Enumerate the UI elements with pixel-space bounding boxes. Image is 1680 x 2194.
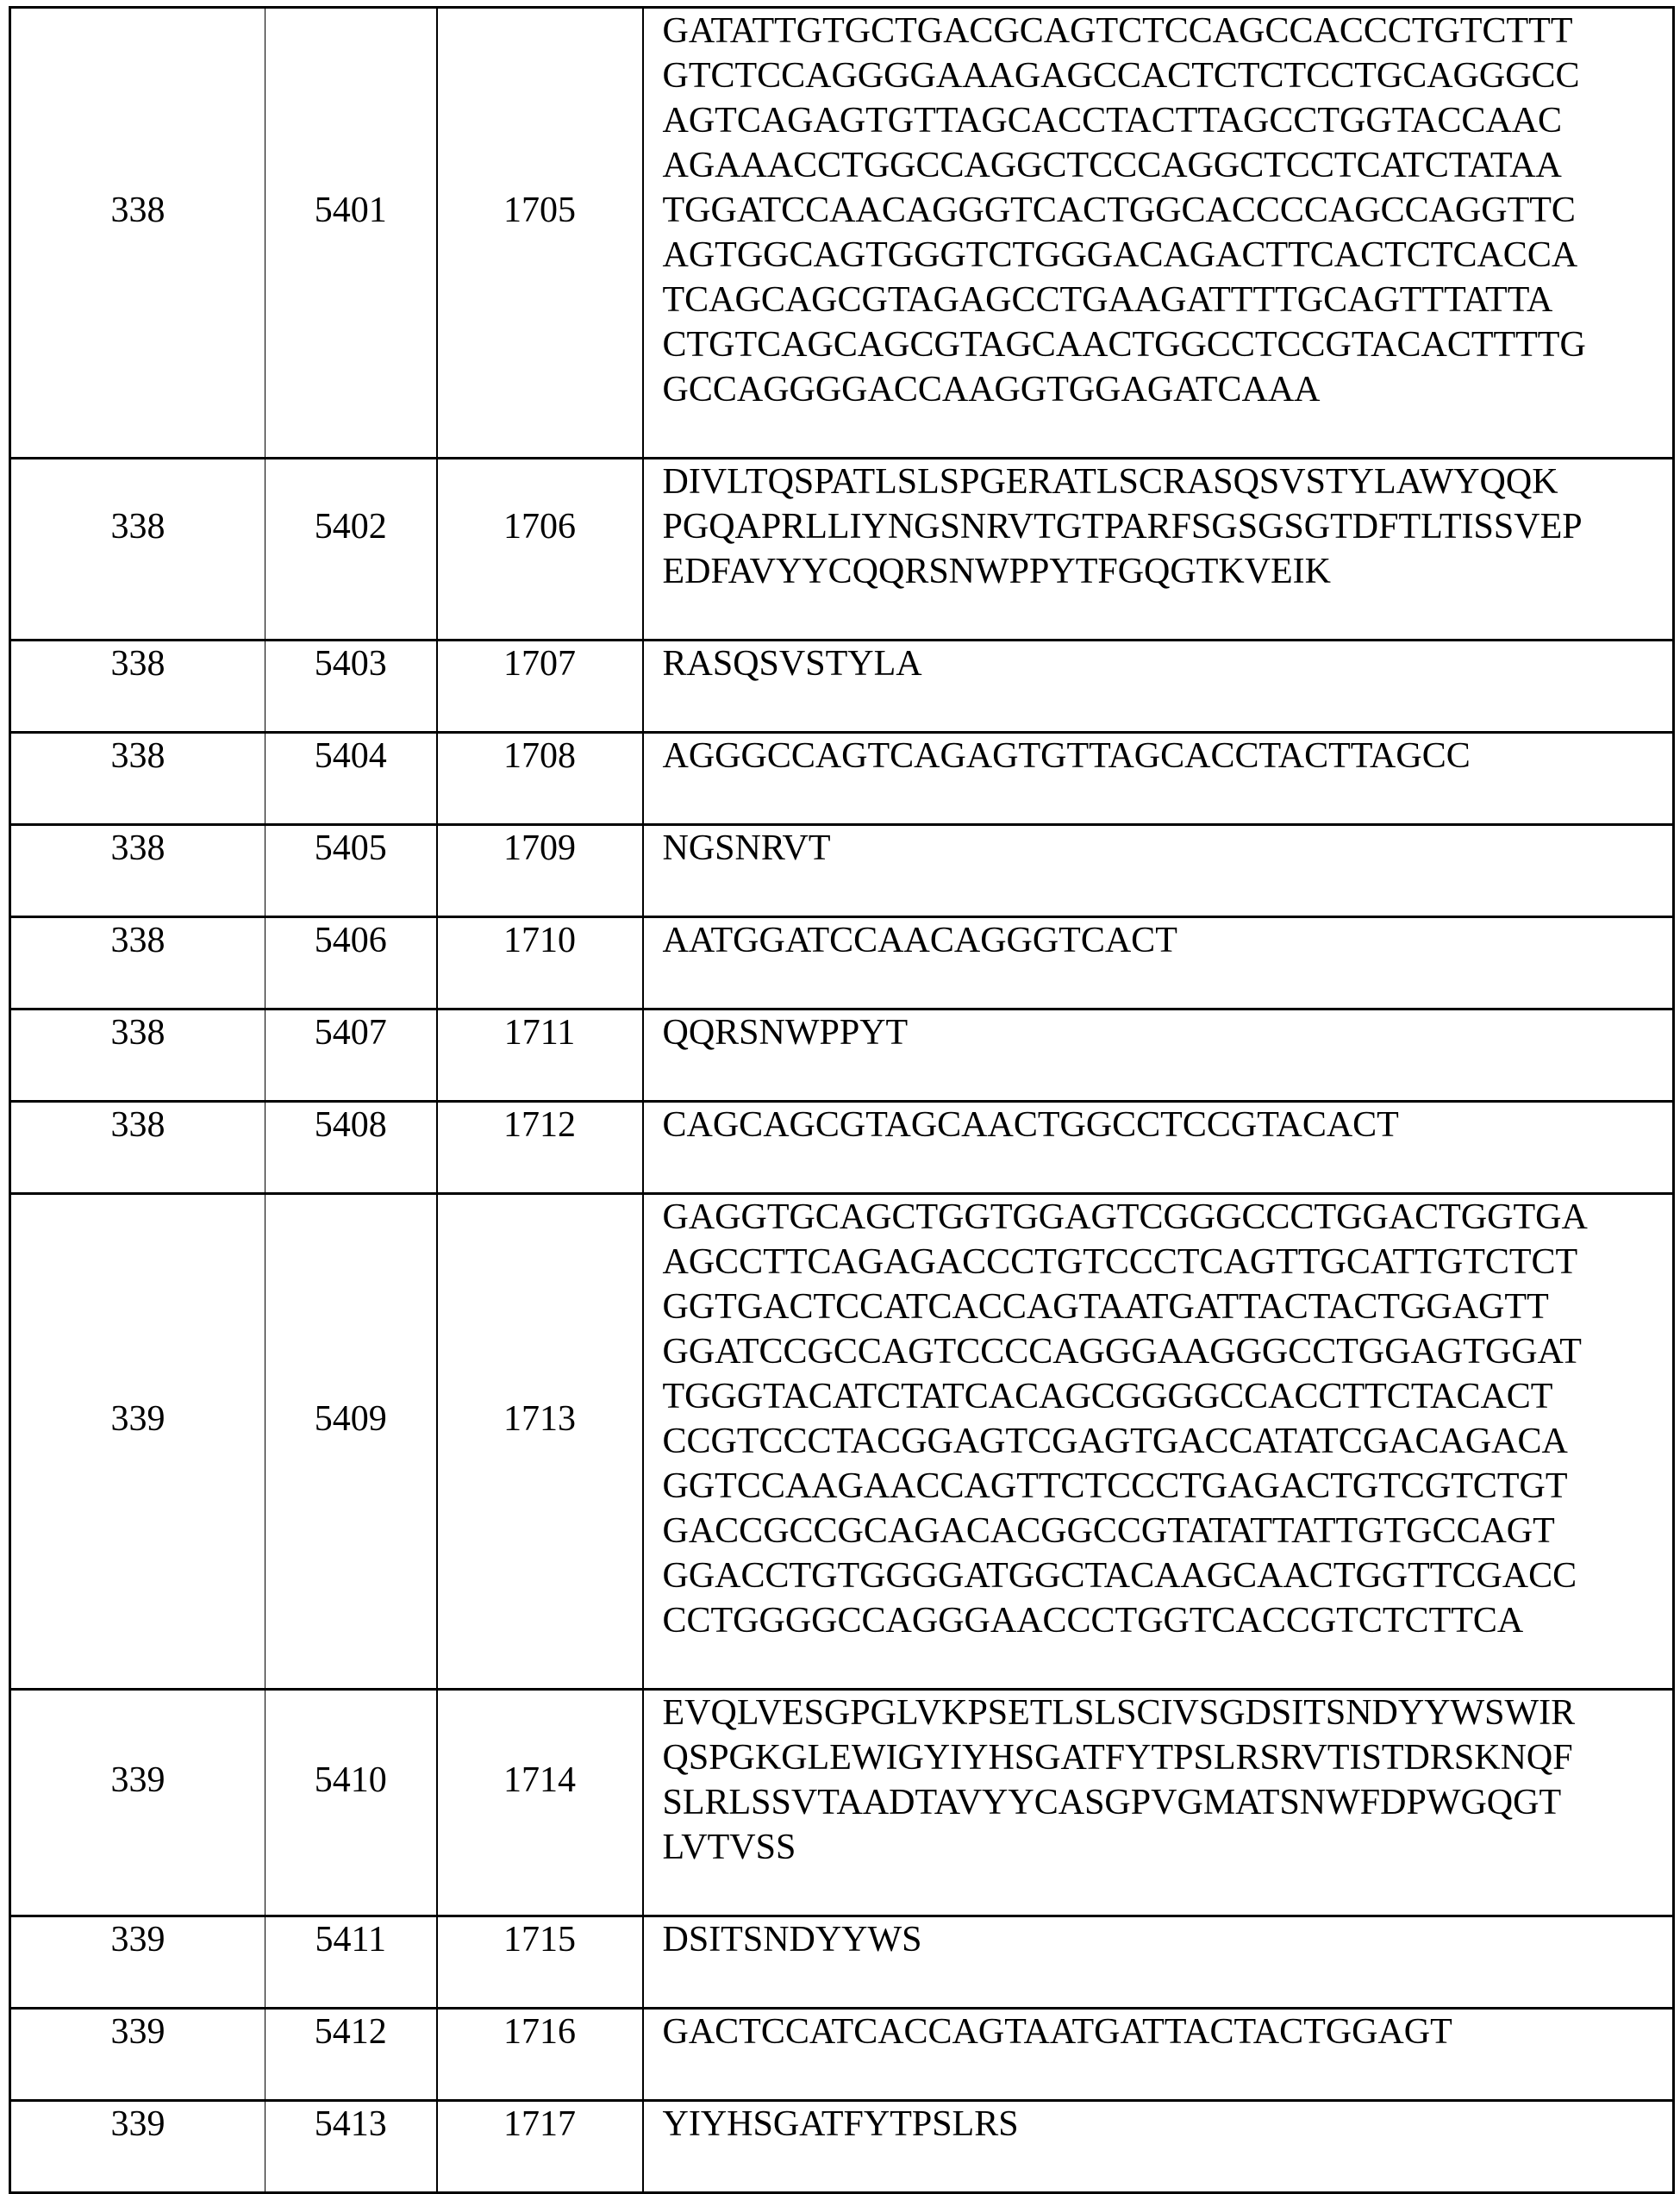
sequence-line: GGATCCGCCAGTCCCCAGGGAAGGGCCTGGAGTGGAT: [662, 1332, 1582, 1372]
seq-id-number-cell: 5411: [265, 1916, 437, 2009]
table-row: [10, 1916, 1674, 2009]
reference-number-cell: 1714: [437, 1690, 643, 1916]
seq-id-number-cell: 5407: [265, 1009, 437, 1102]
sequence-line: AGAAACCTGGCCAGGCTCCCAGGCTCCTCATCTATAA: [662, 146, 1562, 185]
sequence-cell: [643, 1194, 1674, 1690]
sequence-table-body: [10, 8, 1674, 2193]
reference-number-cell: 1716: [437, 2009, 643, 2101]
group-number-cell: 338: [10, 641, 265, 733]
sequence-cell: [643, 2101, 1674, 2193]
sequence-cell: [643, 1690, 1674, 1916]
sequence-line: LVTVSS: [662, 1828, 796, 1867]
group-number-cell: 338: [10, 8, 265, 459]
seq-id-number-cell: 5408: [265, 1102, 437, 1194]
sequence-line: PGQAPRLLIYNGSNRVTGTPARFSGSGSGTDFTLTISSVEP: [662, 507, 1583, 547]
sequence-line: EDFAVYYCQQRSNWPPYTFGQGTKVEIK: [662, 552, 1332, 591]
seq-id-number-cell: 5413: [265, 2101, 437, 2193]
reference-number-cell: 1709: [437, 825, 643, 917]
sequence-line: QSPGKGLEWIGYIYHSGATFYTPSLRSRVTISTDRSKNQF: [662, 1738, 1573, 1778]
table-row: [10, 733, 1674, 825]
sequence-line: GTCTCCAGGGGAAAGAGCCACTCTCTCCTGCAGGGCC: [662, 56, 1580, 96]
seq-id-number-cell: 5409: [265, 1194, 437, 1690]
seq-id-number-cell: 5412: [265, 2009, 437, 2101]
table-row: [10, 459, 1674, 641]
reference-number-cell: 1711: [437, 1009, 643, 1102]
reference-number-cell: 1713: [437, 1194, 643, 1690]
seq-id-number-cell: 5404: [265, 733, 437, 825]
table-row: [10, 641, 1674, 733]
sequence-table: [9, 6, 1675, 2194]
reference-number-cell: 1707: [437, 641, 643, 733]
sequence-line: CCGTCCCTACGGAGTCGAGTGACCATATCGACAGACA: [662, 1422, 1568, 1461]
sequence-line: GACCGCCGCAGACACGGCCGTATATTATTGTGCCAGT: [662, 1511, 1555, 1551]
group-number-cell: 338: [10, 1009, 265, 1102]
group-number-cell: 338: [10, 733, 265, 825]
seq-id-number-cell: 5406: [265, 917, 437, 1009]
sequence-line: TGGATCCAACAGGGTCACTGGCACCCCAGCCAGGTTC: [662, 191, 1576, 230]
group-number-cell: 338: [10, 825, 265, 917]
reference-number-cell: 1715: [437, 1916, 643, 2009]
seq-id-number-cell: 5410: [265, 1690, 437, 1916]
sequence-line: YIYHSGATFYTPSLRS: [662, 2104, 1019, 2144]
sequence-line: CAGCAGCGTAGCAACTGGCCTCCGTACACT: [662, 1105, 1399, 1145]
sequence-line: AGTGGCAGTGGGTCTGGGACAGACTTCACTCTCACCA: [662, 235, 1578, 275]
sequence-line: EVQLVESGPGLVKPSETLSLSCIVSGDSITSNDYYWSWIR: [662, 1693, 1576, 1733]
sequence-cell: [643, 733, 1674, 825]
sequence-cell: [643, 1009, 1674, 1102]
reference-number-cell: 1710: [437, 917, 643, 1009]
sequence-line: TCAGCAGCGTAGAGCCTGAAGATTTTGCAGTTTATTA: [662, 280, 1553, 320]
sequence-line: SLRLSSVTAADTAVYYCASGPVGMATSNWFDPWGQGT: [662, 1783, 1562, 1822]
sequence-line: DSITSNDYYWS: [662, 1920, 922, 1960]
table-row: [10, 917, 1674, 1009]
sequence-line: GCCAGGGGACCAAGGTGGAGATCAAA: [662, 370, 1321, 409]
sequence-line: QQRSNWPPYT: [662, 1013, 909, 1053]
sequence-cell: [643, 1916, 1674, 2009]
table-row: [10, 825, 1674, 917]
table-row: [10, 1009, 1674, 1102]
seq-id-number-cell: 5405: [265, 825, 437, 917]
group-number-cell: 339: [10, 1916, 265, 2009]
reference-number-cell: 1717: [437, 2101, 643, 2193]
sequence-line: AATGGATCCAACAGGGTCACT: [662, 921, 1177, 960]
sequence-line: AGCCTTCAGAGACCCTGTCCCTCAGTTGCATTGTCTCT: [662, 1242, 1578, 1282]
seq-id-number-cell: 5401: [265, 8, 437, 459]
sequence-line: GGTCCAAGAACCAGTTCTCCCTGAGACTGTCGTCTGT: [662, 1466, 1568, 1506]
reference-number-cell: 1706: [437, 459, 643, 641]
group-number-cell: 339: [10, 2009, 265, 2101]
group-number-cell: 338: [10, 1102, 265, 1194]
sequence-line: NGSNRVT: [662, 828, 831, 868]
sequence-line: AGGGCCAGTCAGAGTGTTAGCACCTACTTAGCC: [662, 736, 1471, 776]
sequence-cell: [643, 825, 1674, 917]
group-number-cell: 338: [10, 917, 265, 1009]
group-number-cell: 339: [10, 2101, 265, 2193]
sequence-line: TGGGTACATCTATCACAGCGGGGCCACCTTCTACACT: [662, 1377, 1553, 1416]
group-number-cell: 339: [10, 1690, 265, 1916]
seq-id-number-cell: 5402: [265, 459, 437, 641]
sequence-cell: [643, 2009, 1674, 2101]
sequence-cell: [643, 641, 1674, 733]
sequence-line: CCTGGGGCCAGGGAACCCTGGTCACCGTCTCTTCA: [662, 1601, 1524, 1641]
sequence-line: RASQSVSTYLA: [662, 644, 922, 684]
table-row: [10, 2009, 1674, 2101]
sequence-line: GGTGACTCCATCACCAGTAATGATTACTACTGGAGTT: [662, 1287, 1549, 1327]
reference-number-cell: 1712: [437, 1102, 643, 1194]
sequence-line: GATATTGTGCTGACGCAGTCTCCAGCCACCCTGTCTTT: [662, 11, 1573, 51]
table-row: [10, 1194, 1674, 1690]
sequence-line: AGTCAGAGTGTTAGCACCTACTTAGCCTGGTACCAAC: [662, 101, 1563, 141]
sequence-cell: [643, 917, 1674, 1009]
table-row: [10, 8, 1674, 459]
reference-number-cell: 1705: [437, 8, 643, 459]
sequence-line: CTGTCAGCAGCGTAGCAACTGGCCTCCGTACACTTTTG: [662, 325, 1586, 365]
reference-number-cell: 1708: [437, 733, 643, 825]
sequence-line: DIVLTQSPATLSLSPGERATLSCRASQSVSTYLAWYQQK: [662, 462, 1558, 502]
table-row: [10, 2101, 1674, 2193]
sequence-cell: [643, 459, 1674, 641]
table-row: [10, 1690, 1674, 1916]
table-row: [10, 1102, 1674, 1194]
sequence-cell: [643, 1102, 1674, 1194]
sequence-line: GGACCTGTGGGGATGGCTACAAGCAACTGGTTCGACC: [662, 1556, 1577, 1596]
seq-id-number-cell: 5403: [265, 641, 437, 733]
sequence-line: GAGGTGCAGCTGGTGGAGTCGGGCCCTGGACTGGTGA: [662, 1197, 1588, 1237]
sequence-cell: [643, 8, 1674, 459]
group-number-cell: 338: [10, 459, 265, 641]
sequence-line: GACTCCATCACCAGTAATGATTACTACTGGAGT: [662, 2012, 1452, 2052]
group-number-cell: 339: [10, 1194, 265, 1690]
